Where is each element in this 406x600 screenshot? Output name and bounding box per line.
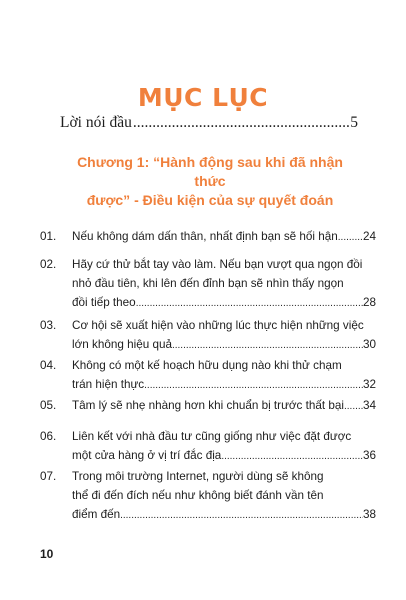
toc-entry-number: 05. (40, 399, 57, 412)
toc-leader-dots (344, 397, 363, 416)
toc-entry-line: Hãy cứ thử bắt tay vào làm. Nếu bạn vượt qua ngọn đồi (72, 258, 363, 271)
toc-entry-line: Nếu không dám dấn thân, nhất định bạn sẽ hối hận (72, 230, 338, 243)
page-title: MỤC LỤC (137, 83, 269, 112)
toc-leader-dots (338, 228, 363, 247)
toc-entry-text (72, 255, 376, 313)
toc-entry-number: 06. (40, 430, 57, 443)
toc-entry-text (72, 227, 376, 247)
toc-entry-number: 02. (40, 258, 57, 271)
toc-leader-dots (133, 114, 349, 132)
toc-leader-dots (172, 336, 363, 355)
toc-entry-page: 24 (362, 230, 376, 243)
toc-entry-last-line (72, 396, 376, 416)
toc-entry-page: 28 (362, 296, 376, 309)
toc-entry-page: 38 (362, 508, 376, 521)
toc-entry-last-line (72, 335, 376, 355)
toc-entry-page: 34 (362, 399, 376, 412)
toc-entry-last-line (72, 293, 376, 313)
toc-entry-line: Cơ hội sẽ xuất hiện vào những lúc thực hiện những việc (72, 319, 364, 332)
toc-entry-page: 32 (362, 378, 376, 391)
toc-entry-line: Không có một kế hoạch hữu dụng nào khi thử chạm (72, 359, 342, 372)
toc-entry-last-line (72, 505, 376, 525)
toc-leader-dots (136, 294, 363, 313)
toc-intro-label: Lời nói đầu (60, 114, 132, 131)
toc-entry-last-line (72, 446, 376, 466)
toc-entry-number: 01. (40, 230, 57, 243)
chapter-heading-line-1: Chương 1: “Hành động sau khi đã nhận thức (77, 154, 343, 189)
toc-entry-line: đồi tiếp theo (72, 296, 136, 309)
toc-entry-number: 03. (40, 319, 57, 332)
toc-leader-dots (221, 447, 363, 466)
toc-entry-page: 36 (362, 449, 376, 462)
chapter-heading-line-2: được” - Điều kiện của sự quyết đoán (86, 192, 334, 208)
toc-entry-text (72, 427, 376, 466)
toc-leader-dots (144, 376, 363, 395)
toc-entry-number: 07. (40, 470, 57, 483)
toc-intro-page: 5 (350, 114, 358, 131)
toc-intro-entry[interactable] (60, 114, 358, 132)
toc-entry-number: 04. (40, 359, 57, 372)
toc-entry-text (72, 316, 376, 355)
toc-entry-text (72, 356, 376, 395)
page-number: 10 (40, 547, 54, 561)
toc-entry-line: thể đi đến đích nếu như không biết đánh vần tên (72, 489, 324, 502)
toc-entry-line: lớn không hiệu quả (72, 338, 172, 351)
toc-entry-page: 30 (362, 338, 376, 351)
toc-entry-text (72, 467, 376, 525)
toc-entry-line: nhỏ đầu tiên, khi lên đến đỉnh bạn sẽ nhìn thấy ngọn (72, 277, 344, 290)
toc-entry-line: Tâm lý sẽ nhẹ nhàng hơn khi chuẩn bị trước thất bại (72, 399, 344, 412)
toc-entry-last-line (72, 227, 376, 247)
chapter-heading (60, 153, 360, 210)
toc-entry-text (72, 396, 376, 416)
toc-entry-line: điểm đến (72, 508, 121, 521)
toc-entry-line: Trong môi trường Internet, người dùng sẽ không (72, 470, 324, 483)
toc-entry-line: trán hiện thực (72, 378, 145, 391)
toc-entry-last-line (72, 375, 376, 395)
toc-entry-line: Liên kết với nhà đầu tư cũng giống như việc đặt được (72, 430, 352, 443)
toc-leader-dots (120, 506, 363, 525)
toc-entry-line: một cửa hàng ở vị trí đắc địa (72, 449, 222, 462)
